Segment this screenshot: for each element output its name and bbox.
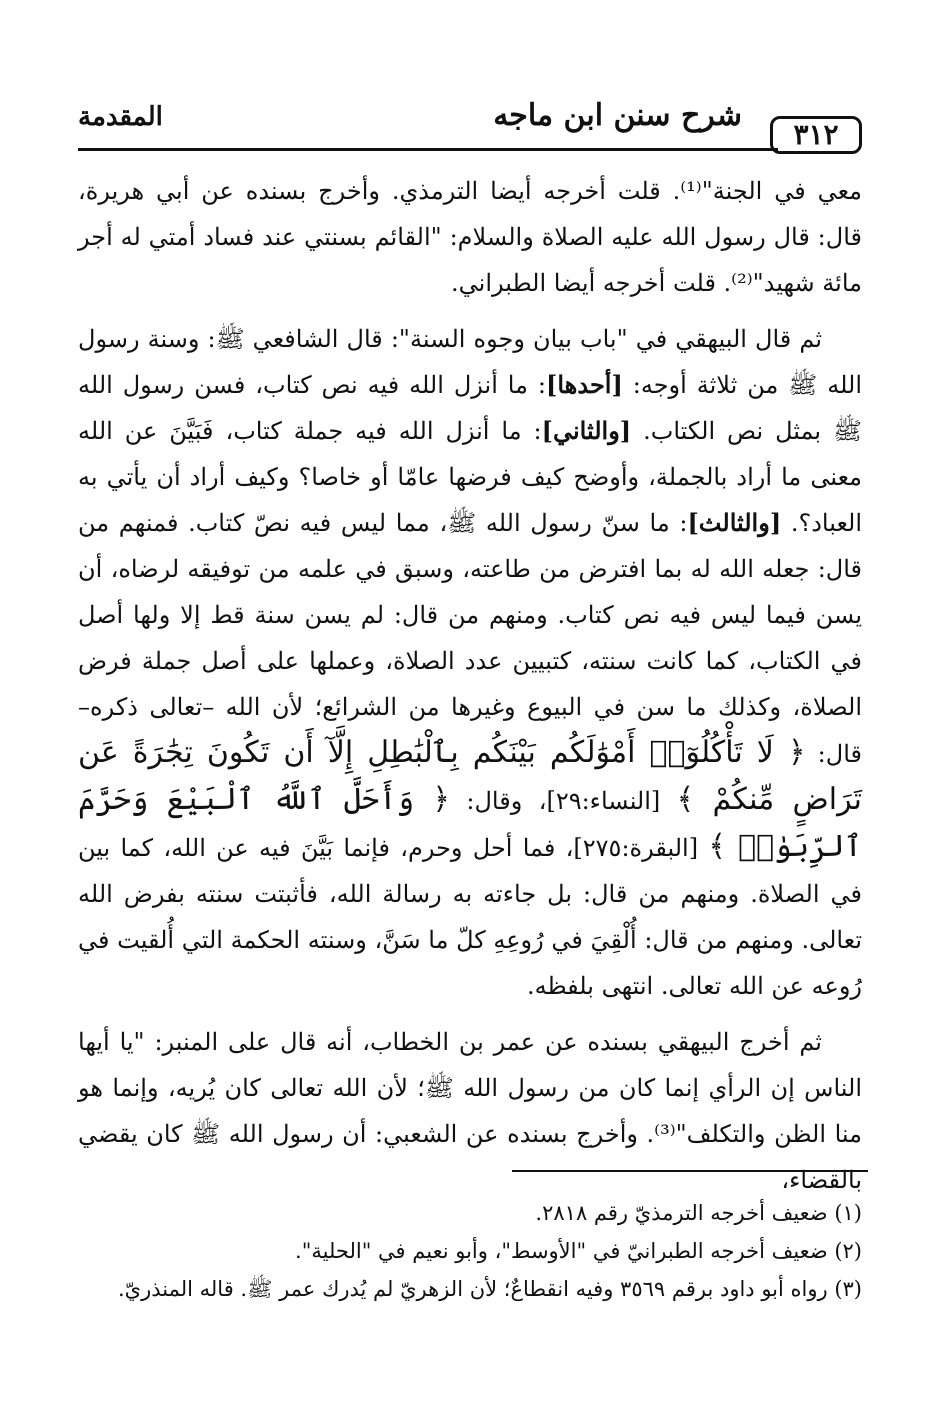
- footnotes: [78, 1194, 862, 1308]
- first-type-label: [أحدها]: [546, 370, 623, 399]
- footnote-2: (٢) ضعيف أخرجه الطبرانيّ في "الأوسط"، وأبو نعيم في "الحلية".: [295, 1239, 862, 1263]
- third-type-label: [والثالث]: [687, 508, 782, 537]
- page-number: ٣١٢: [770, 116, 862, 154]
- quran-verse-2: ﴿ وَأَحَلَّ ٱللَّهُ ٱلْبَيْعَ وَحَرَّمَ ٱلرِّبَوٰا۟ ﴾: [78, 782, 862, 864]
- footnote-3: (٣) رواه أبو داود برقم ٣٥٦٩ وفيه انقطاعٌ؛ لأن الزهريّ لم يُدرك عمر ﷺ. قاله المنذريّ.: [117, 1277, 862, 1301]
- paragraph-2-first: : ما أنزل الله فيه نص كتاب، فسن رسول الله ﷺ بمثل نص الكتاب.: [78, 371, 862, 445]
- quran-verse-1: ﴿ لَا تَأْكُلُوٓا۟ أَمْوَٰلَكُم بَيْنَكُم بِٱلْبَٰطِلِ إِلَّآ أَن تَكُونَ تِجَٰرَةً عَن تَرَاضٍ مِّنكُمْ ﴾: [78, 735, 863, 817]
- book-title: شرح سنن ابن ماجه: [493, 98, 742, 133]
- paragraph-2-second: : ما أنزل الله فيه جملة كتاب، فَبَيَّنَ عن الله معنى ما أراد بالجملة، وأوضح كيف فرضها عامّا أو خاصا؟ وكيف أراد أن يأتي به العباد؟.: [78, 417, 863, 537]
- verse-1-citation: [النساء:٢٩]، وقال:: [450, 787, 677, 815]
- paragraph-3: ثم أخرج البيهقي بسنده عن عمر بن الخطاب، أنه قال على المنبر: "يا أيها الناس إن الرأي إنما كان من رسول الله ﷺ؛ لأن الله تعالى كان يُريه، وإنما هو منا الظن والتكلف"⁽³⁾. وأخرج بسنده عن الشعبي: أن رسول الله ﷺ كان يقضي بالقضاء،: [78, 1028, 862, 1194]
- second-type-label: [والثاني]: [541, 416, 632, 445]
- paragraph-2-intro: ثم قال البيهقي في "باب بيان وجوه السنة": قال الشافعي ﷺ: وسنة رسول الله ﷺ من ثلاثة أوجه:: [78, 325, 863, 399]
- paragraph-2-third: : ما سنّ رسول الله ﷺ، مما ليس فيه نصّ كتاب. فمنهم من قال: جعله الله له بما افترض من طاعته، وسبق في علمه من توفيقه لرضاه، أن يسن فيما ليس فيه نص كتاب. ومنهم من قال: لم يسن سنة قط إلا ولها أصل في الكتاب، كما كانت سنته، كتبيين عدد الصلاة، وعملها على أصل جملة فرض الصلاة، وكذلك ما سن في البيوع وغيرها من الشرائع؛ لأن الله –تعالى ذكره– قال:: [78, 509, 862, 768]
- paragraph-2: [78, 316, 862, 1009]
- footnote-divider: [512, 1170, 868, 1172]
- main-text: [78, 168, 862, 1213]
- footnote-1: (١) ضعيف أخرجه الترمذيّ رقم ٢٨١٨.: [535, 1201, 862, 1225]
- header-divider: [78, 148, 778, 151]
- paragraph-1: معي في الجنة"⁽¹⁾. قلت أخرجه أيضا الترمذي. وأخرج بسنده عن أبي هريرة، قال: قال رسول الله عليه الصلاة والسلام: "القائم بسنتي عند فساد أمتي له أجر مائة شهيد"⁽²⁾. قلت أخرجه أيضا الطبراني.: [78, 177, 863, 297]
- paragraph-2-closing: [البقرة:٢٧٥]، فما أحل وحرم، فإنما بَيَّنَ فيه عن الله، كما بين في الصلاة. ومنهم من قال: بل جاءته به رسالة الله، فأثبتت سنته بفرض الله تعالى. ومنهم من قال: أُلْقِيَ في رُوعِهِ كلّ ما سَنَّ، وسنته الحكمة التي أُلقيت في رُوعه عن الله تعالى. انتهى بلفظه.: [78, 834, 862, 1000]
- section-title: المقدمة: [78, 102, 163, 132]
- page-header: [78, 98, 862, 150]
